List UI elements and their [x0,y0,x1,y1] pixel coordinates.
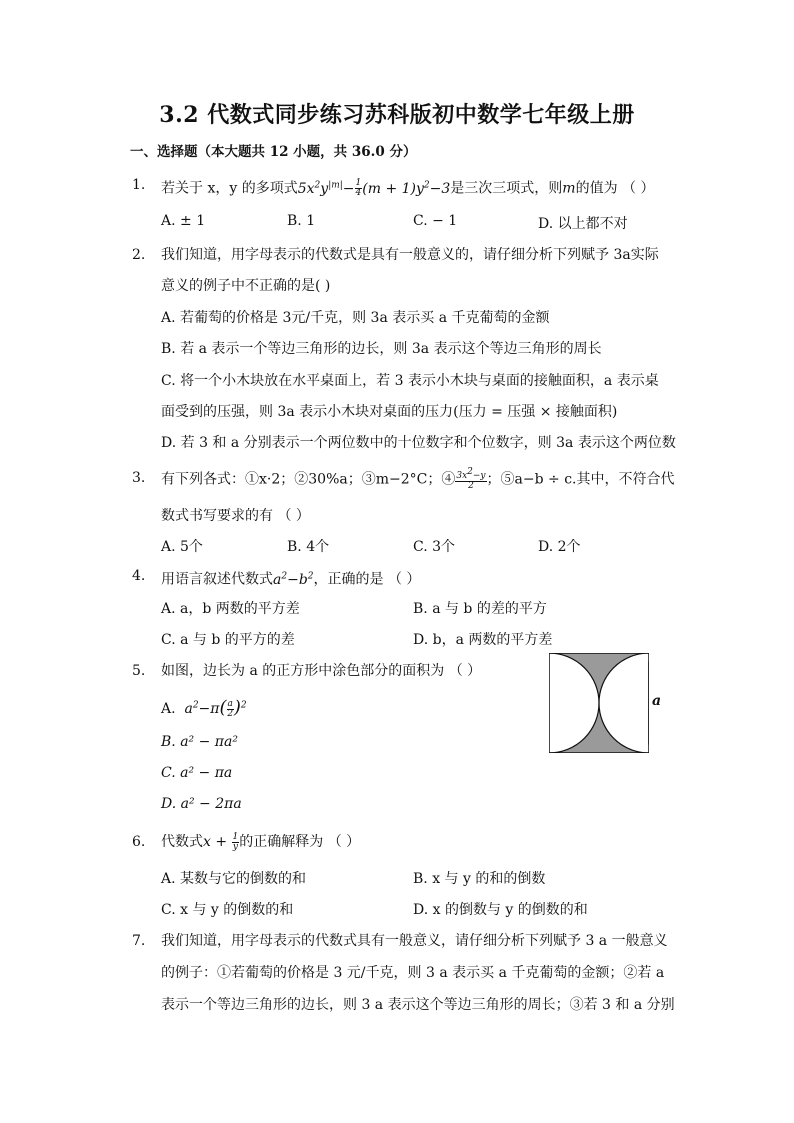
option-d: D. 以上都不对 [538,216,628,232]
question-number: 7. [132,933,146,949]
math-expression: $a^2-\pi$( $\frac{a}{2}$ )$^2$ [180,697,247,719]
question-stem-line: 意义的例子中不正确的是( ) [161,278,331,294]
option-b: B. 4个 [287,539,330,555]
question-number: 5. [132,663,146,679]
option-d: D. 若 3 和 a 分别表示一个两位数中的十位数字和个位数字，则 3a 表示这个两位数 [161,435,676,451]
math-fraction: $\frac{3x^2-y}{2}$ [456,467,486,491]
question-number: 3. [132,470,146,486]
option-d: D. 2个 [538,539,581,555]
question-stem: 是三次三项式，则 [450,180,563,197]
question-number: 6. [132,834,146,850]
square-figure [549,653,649,753]
option-c: C. a² − πa [161,765,233,781]
option-b: B. 若 a 表示一个等边三角形的边长，则 3a 表示这个等边三角形的周长 [161,341,602,357]
option-c: C. 将一个小木块放在水平桌面上，若 3 表示小木块与桌面的接触面积，a 表示桌 [161,373,659,389]
option-d: D. a² − 2πa [161,796,242,812]
option-a: A. a，b 两数的平方差 [161,601,300,617]
option-c-continued: 面受到的压强，则 3a 表示小木块对桌面的压力(压力 = 压强 × 接触面积) [161,404,618,420]
question-stem: ；⑤a−b ÷ c.其中，不符合代 [486,471,675,488]
option-c: C. 3个 [413,539,456,555]
option-d: D. b，a 两数的平方差 [413,632,553,648]
question-number: 2. [132,247,146,263]
question-stem-line: 表示一个等边三角形的边长，则 3 a 表示这个等边三角形的周长；③若 3 和 a 分别 [161,997,675,1013]
question-stem: 我们知道，用字母表示的代数式是具有一般意义的，请仔细分析下列赋予 3a实际 [161,247,659,263]
question-stem: 的正确解释为 （ ） [239,834,361,850]
option-c: C. a 与 b 的平方的差 [161,632,295,648]
option-d: D. x 的倒数与 y 的倒数的和 [413,902,588,918]
question-stem: 如图，边长为 a 的正方形中涂色部分的面积为 （ ） [161,663,482,679]
option-b: B. a 与 b 的差的平方 [413,601,547,617]
question-stem-line: 数式书写要求的有 （ ） [161,508,310,524]
question-stem: 的值为 （ ） [575,180,655,197]
option-b: B. a² − πa² [161,734,238,750]
option-a: A. ± 1 [161,213,206,229]
option-c: C. x 与 y 的倒数的和 [161,902,294,918]
math-expression: $5x^2y^{|m|}-$ $\frac{1}{4}$ $(m + 1)y^2-3$ [297,178,451,199]
option-c: C. − 1 [413,213,458,229]
option-a: A. 某数与它的倒数的和 [161,871,307,887]
math-expression: $a^2-b^2$ [273,571,314,588]
question-number: 1. [132,177,146,193]
question-stem: ，正确的是 （ ） [313,571,421,588]
question-number: 4. [132,568,146,584]
option-letter: A. [161,701,176,717]
option-a: A. 5个 [161,539,203,555]
option-b: B. x 与 y 的和的倒数 [413,871,546,887]
option-a: A. 若葡萄的价格是 3元/千克，则 3a 表示买 a 千克葡萄的金额 [161,310,550,326]
question-stem: 代数式 [161,834,203,850]
option-b: B. 1 [287,213,316,229]
page-title: 3.2 代数式同步练习苏科版初中数学七年级上册 [159,102,635,128]
question-stem-line: 的例子：①若葡萄的价格是 3 元/千克，则 3 a 表示买 a 千克葡萄的金额；②若 a [161,965,665,981]
side-length-label: a [652,693,662,709]
question-stem: 用语言叙述代数式 [161,571,273,588]
section-heading: 一、选择题（本大题共 12 小题，共 36.0 分） [130,144,417,160]
option-a [161,697,247,719]
question-stem: 我们知道，用字母表示的代数式具有一般意义，请仔细分析下列赋予 3 a 一般意义 [161,933,668,949]
math-variable: m [562,180,576,197]
question-stem: 有下列各式：①x·2；②30%a；③m−2°C；④ [161,471,456,488]
math-expression: x + $\frac{1}{y}$ [203,831,239,852]
question-stem: 若关于 x，y 的多项式 [161,180,298,197]
